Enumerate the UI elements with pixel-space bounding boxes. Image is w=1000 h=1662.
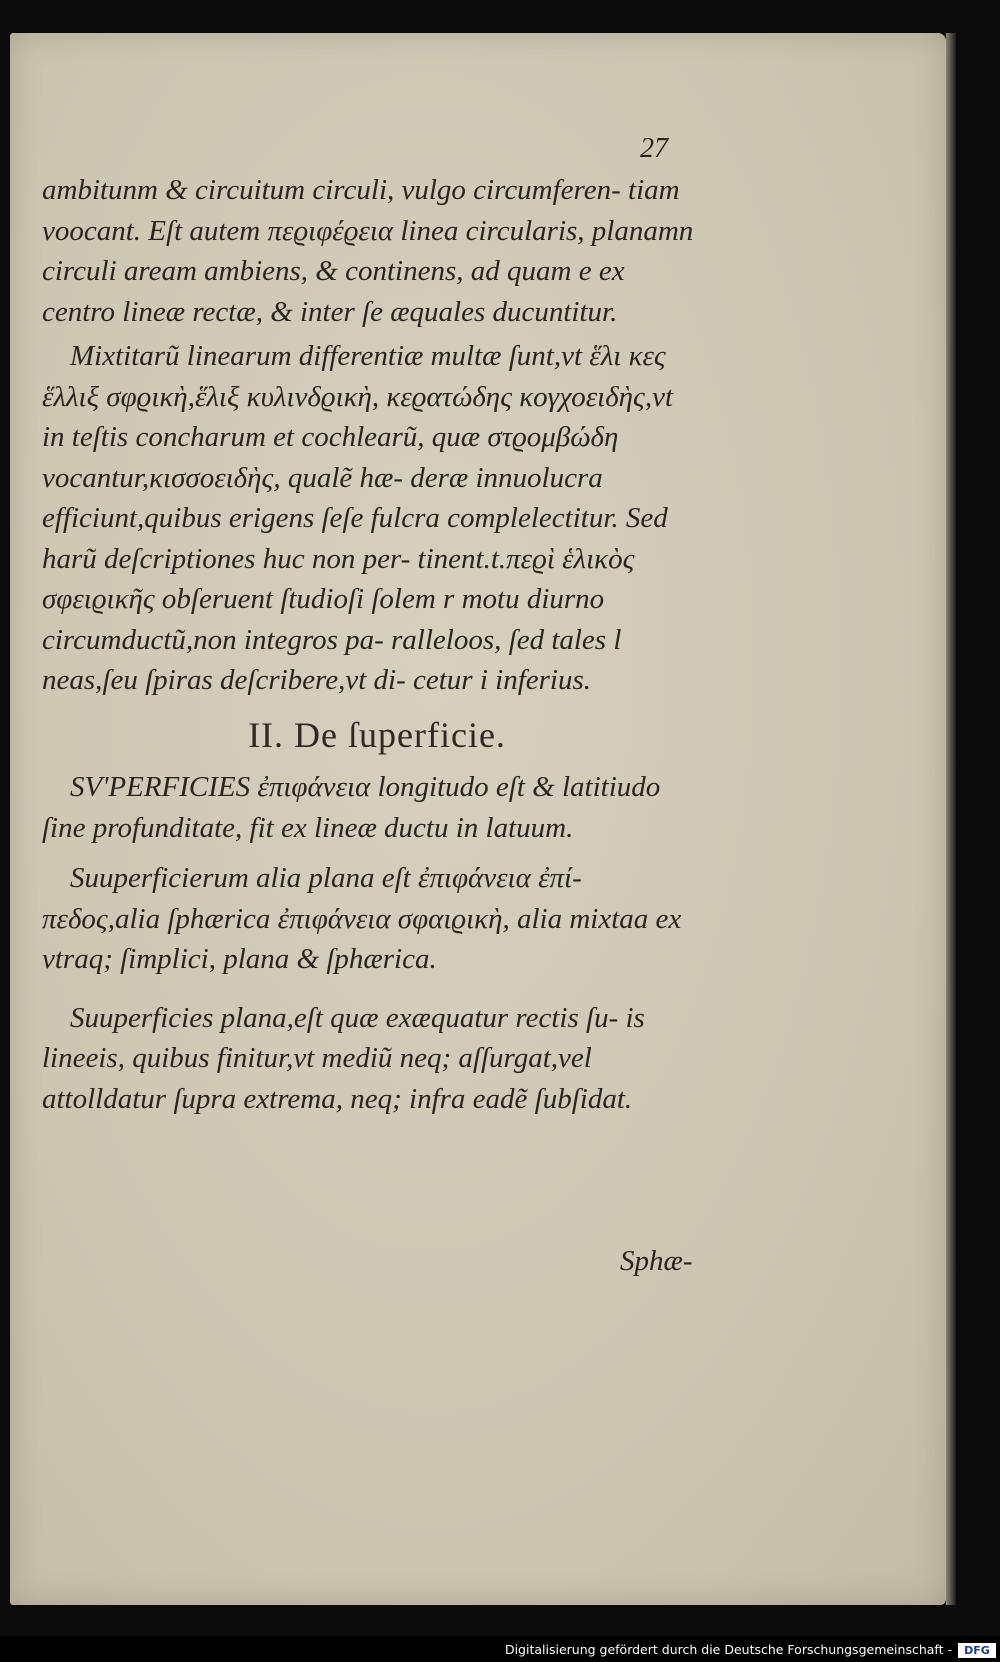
page-number: 27 — [640, 133, 668, 164]
paragraph-mixed-lines: Mixtitarũ linearum differentiæ multæ ſunt,vt ἕλι κες ἕλλιξ σφϱικὴ,ἕλιξ κυλινδϱικὴ, κεϱατώδης κογχοειδὴς,vt in teſtis concharum et cochlearũ, quæ στϱομβώδη vocantur,κισσοειδὴς, qualẽ hæ- deræ innuolucra efficiunt,quibus erigens ſeſe fulcra complelectitur. Sed harũ deſcriptiones huc non per- tinent.t.πεϱὶ ἑλικὸς σφειϱικῆς obſeruent ſtudioſi ſolem r motu diurno circumductũ,non integros pa- ralleloos, ſed tales l neas,ſeu ſpiras deſcribere,vt di- cetur i inferius. — [42, 340, 674, 696]
dfg-logo: DFG — [958, 1643, 996, 1658]
page-edge — [946, 33, 956, 1605]
paragraph-circumference: ambitunm & circuitum circuli, vulgo circumferen- tiam voocant. Eſt autem πεϱιφέϱεια linea circularis, planamn circuli aream ambiens, & continens, ad quam e ex centro lineæ rectæ, & inter ſe æquales ducuntitur. — [42, 174, 694, 328]
paragraph-superficies-types: Suuperficierum alia plana eſt ἐπιφάνεια ἐπί- πεδος,alia ſphærica ἐπιφάνεια σφαιϱικὴ, alia mixtaa ex vtraq; ſimplici, plana & ſphærica. — [42, 862, 682, 975]
catchword: Sphæ- — [620, 1245, 693, 1277]
page-text — [42, 170, 702, 1119]
paragraph-superficies-definition: SV'PERFICIES ἐπιφάνεια longitudo eſt & latitiudo ſine profunditate, fit ex lineæ ductu in latuum. — [42, 771, 661, 844]
paragraph-plane-surface: Suuperficies plana,eſt quæ exæquatur rectis ſu- is lineeis, quibus finitur,vt mediũ neq; aſſurgat,vel attolldatur ſupra extrema, neq; infra eadẽ ſubſidat. — [42, 1001, 645, 1115]
footer-bar — [0, 1636, 1000, 1662]
section-heading: II. De ſuperficie. — [248, 714, 506, 755]
footer-credit: Digitalisierung gefördert durch die Deutsche Forschungsgemeinschaft - — [504, 1642, 952, 1657]
